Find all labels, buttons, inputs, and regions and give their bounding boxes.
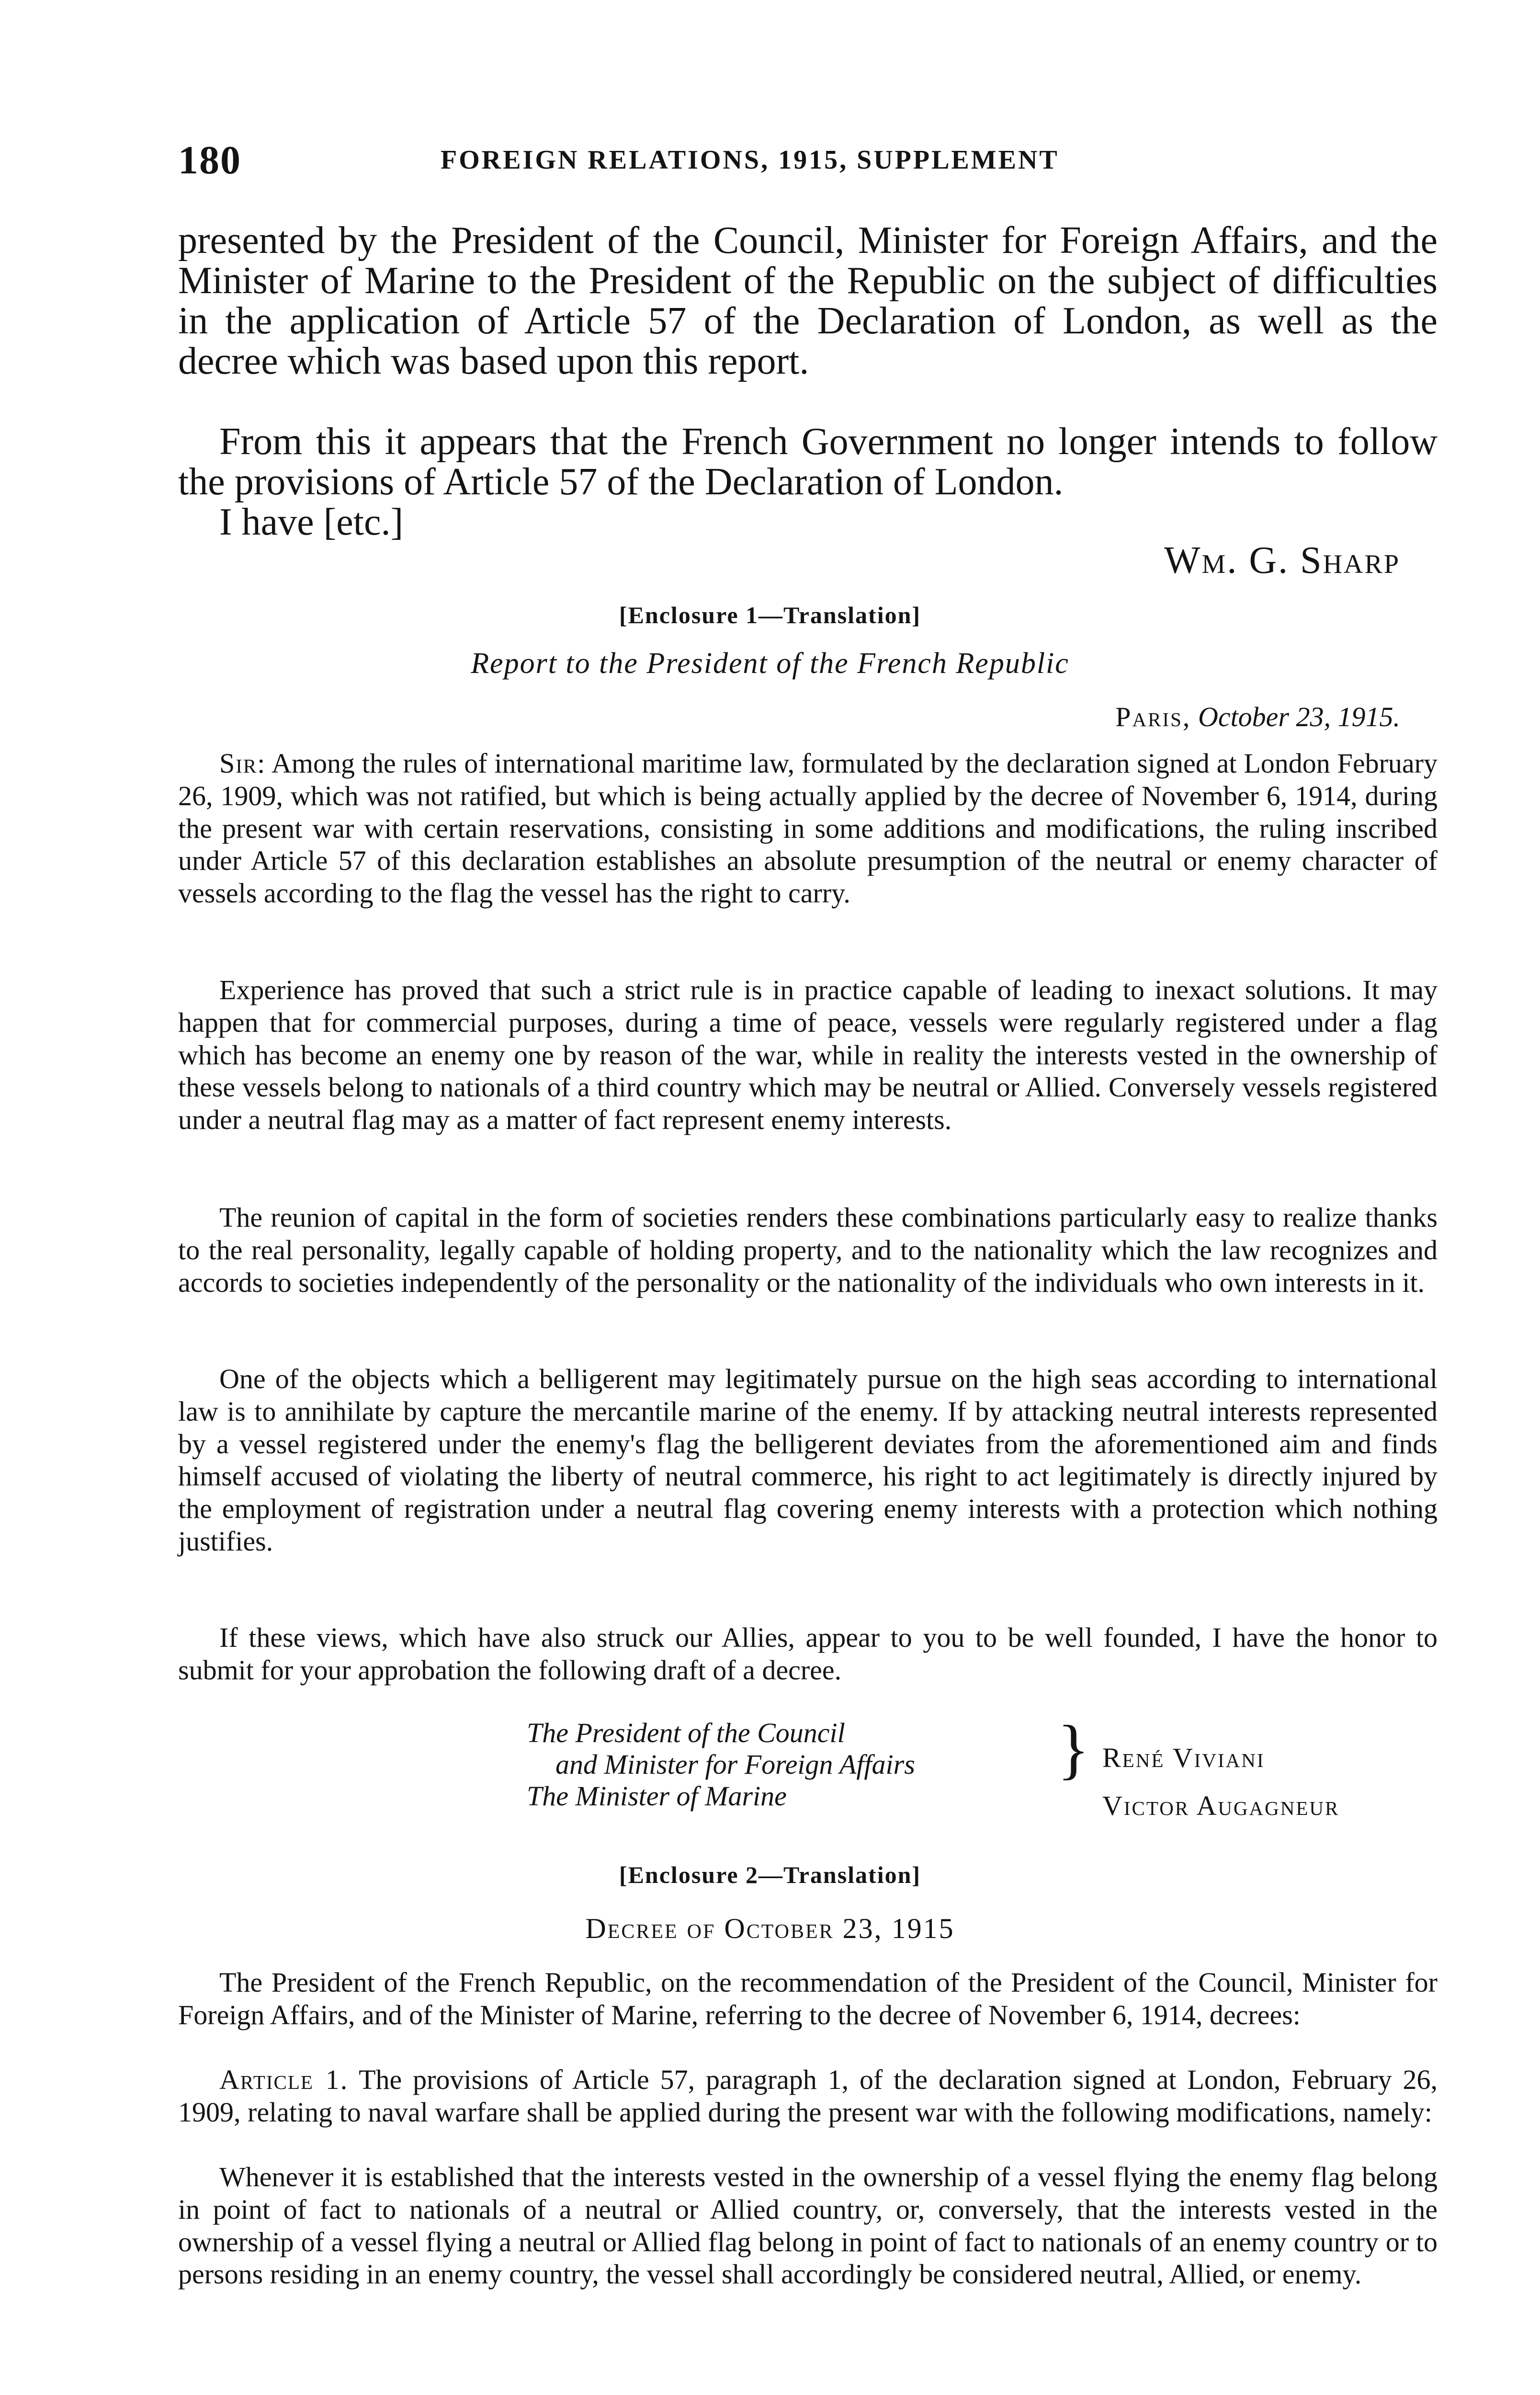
page-number: 180 [178, 138, 241, 182]
dateline-date: October 23, 1915. [1198, 701, 1400, 732]
article-label: Article 1. [219, 2064, 349, 2095]
enclosure-1-heading: [Enclosure 1—Translation] [619, 602, 921, 628]
signer-title-1-line-1: The President of the Council [527, 1717, 845, 1748]
enclosure-2-heading: [Enclosure 2—Translation] [619, 1861, 921, 1888]
signer-title-1-line-2: and Minister for Foreign Affairs [555, 1749, 915, 1780]
dateline-city: Paris, [1115, 701, 1191, 732]
decree-paragraph-1: The President of the French Republic, on the recommendation of the President of the Council, Minister for Foreign Affairs, and of the Minister of Marine, referring to the decree of November 6, 1914, decrees: [178, 1967, 1438, 2030]
decree-article-1 [178, 2064, 1438, 2129]
report-paragraph-4: One of the objects which a belligerent may legitimately pursue on the high seas according to international law is to annihilate by capture the mercantile marine of the enemy. If by attacking neutral interests represented by a vessel registered under the enemy's flag the belligerent deviates from the aforementioned aim and finds himself accused of violating the liberty of neutral commerce, his right to act legitimately is directly injured by the employment of registration under a neutral flag covering enemy interests with a protection which nothing justifies. [178, 1363, 1438, 1557]
report-paragraph-3: The reunion of capital in the form of societies renders these combinations particularly easy to realize thanks to the real personality, legally capable of holding property, and to the nationality which the law recognizes and accords to societies independently of the personality or the nationality of the individuals who own interests in it. [178, 1202, 1438, 1298]
article-text: The provisions of Article 57, paragraph 1, of the declaration signed at London, February 26, 1909, relating to naval warfare shall be applied during the present war with the following modifications, namely: [178, 2064, 1438, 2128]
report-paragraph-5: If these views, which have also struck our Allies, appear to you to be well founded, I have the honor to submit for your approbation the following draft of a decree. [178, 1622, 1438, 1686]
brace-icon: } [1057, 1712, 1090, 1786]
letter-paragraph-2: From this it appears that the French Government no longer intends to follow the provisions of Article 57 of the Declaration of London. [178, 421, 1438, 503]
report-paragraph-1-text: Among the rules of international maritime law, formulated by the declaration signed at London February 26, 1909, which was not ratified, but which is being actually applied by the decree of November 6, 1914, during the present war with certain reservations, consisting in some additions and modifications, the ruling inscribed under Article 57 of this declaration establishes an absolute presumption of the neutral or enemy character of vessels according to the flag the vessel has the right to carry. [178, 748, 1438, 909]
signer-titles [527, 1717, 915, 1812]
letter-signature: Wm. G. Sharp [1164, 539, 1400, 582]
signer-name-2: Victor Augagneur [1102, 1790, 1340, 1821]
dateline [1115, 701, 1400, 733]
decree-title: Decree of October 23, 1915 [585, 1913, 955, 1944]
report-paragraph-2: Experience has proved that such a strict rule is in practice capable of leading to inexact solutions. It may happen that for commercial purposes, during a time of peace, vessels were regularly registered under a flag which has become an enemy one by reason of the war, while in reality the interests vested in the ownership of these vessels belong to nationals of a third country which may be neutral or Allied. Conversely vessels registered under a neutral flag may as a matter of fact represent enemy interests. [178, 974, 1438, 1136]
decree-paragraph-3: Whenever it is established that the interests vested in the ownership of a vessel flying the enemy flag belong in point of fact to nationals of a neutral or Allied country, or, conversely, that the interests vested in the ownership of a vessel flying a neutral or Allied flag belong in point of fact to nationals of an enemy country or to persons residing in an enemy country, the vessel shall accordingly be considered neutral, Allied, or enemy. [178, 2161, 1438, 2290]
letter-paragraph-1: presented by the President of the Council, Minister for Foreign Affairs, and the Minister of Marine to the President of the Republic on the subject of difficulties in the application of Article 57 of the Declaration of London, as well as the decree which was based upon this report. [178, 219, 1438, 382]
signer-title-2: The Minister of Marine [527, 1780, 787, 1812]
letter-closing: I have [etc.] [219, 501, 404, 543]
signer-name-1: René Viviani [1102, 1742, 1265, 1773]
running-title: FOREIGN RELATIONS, 1915, SUPPLEMENT [441, 145, 1059, 175]
signer-names [1102, 1734, 1339, 1830]
report-paragraph-1 [178, 747, 1438, 910]
salutation: Sir: [219, 748, 266, 779]
report-title: Report to the President of the French Republic [471, 647, 1069, 680]
